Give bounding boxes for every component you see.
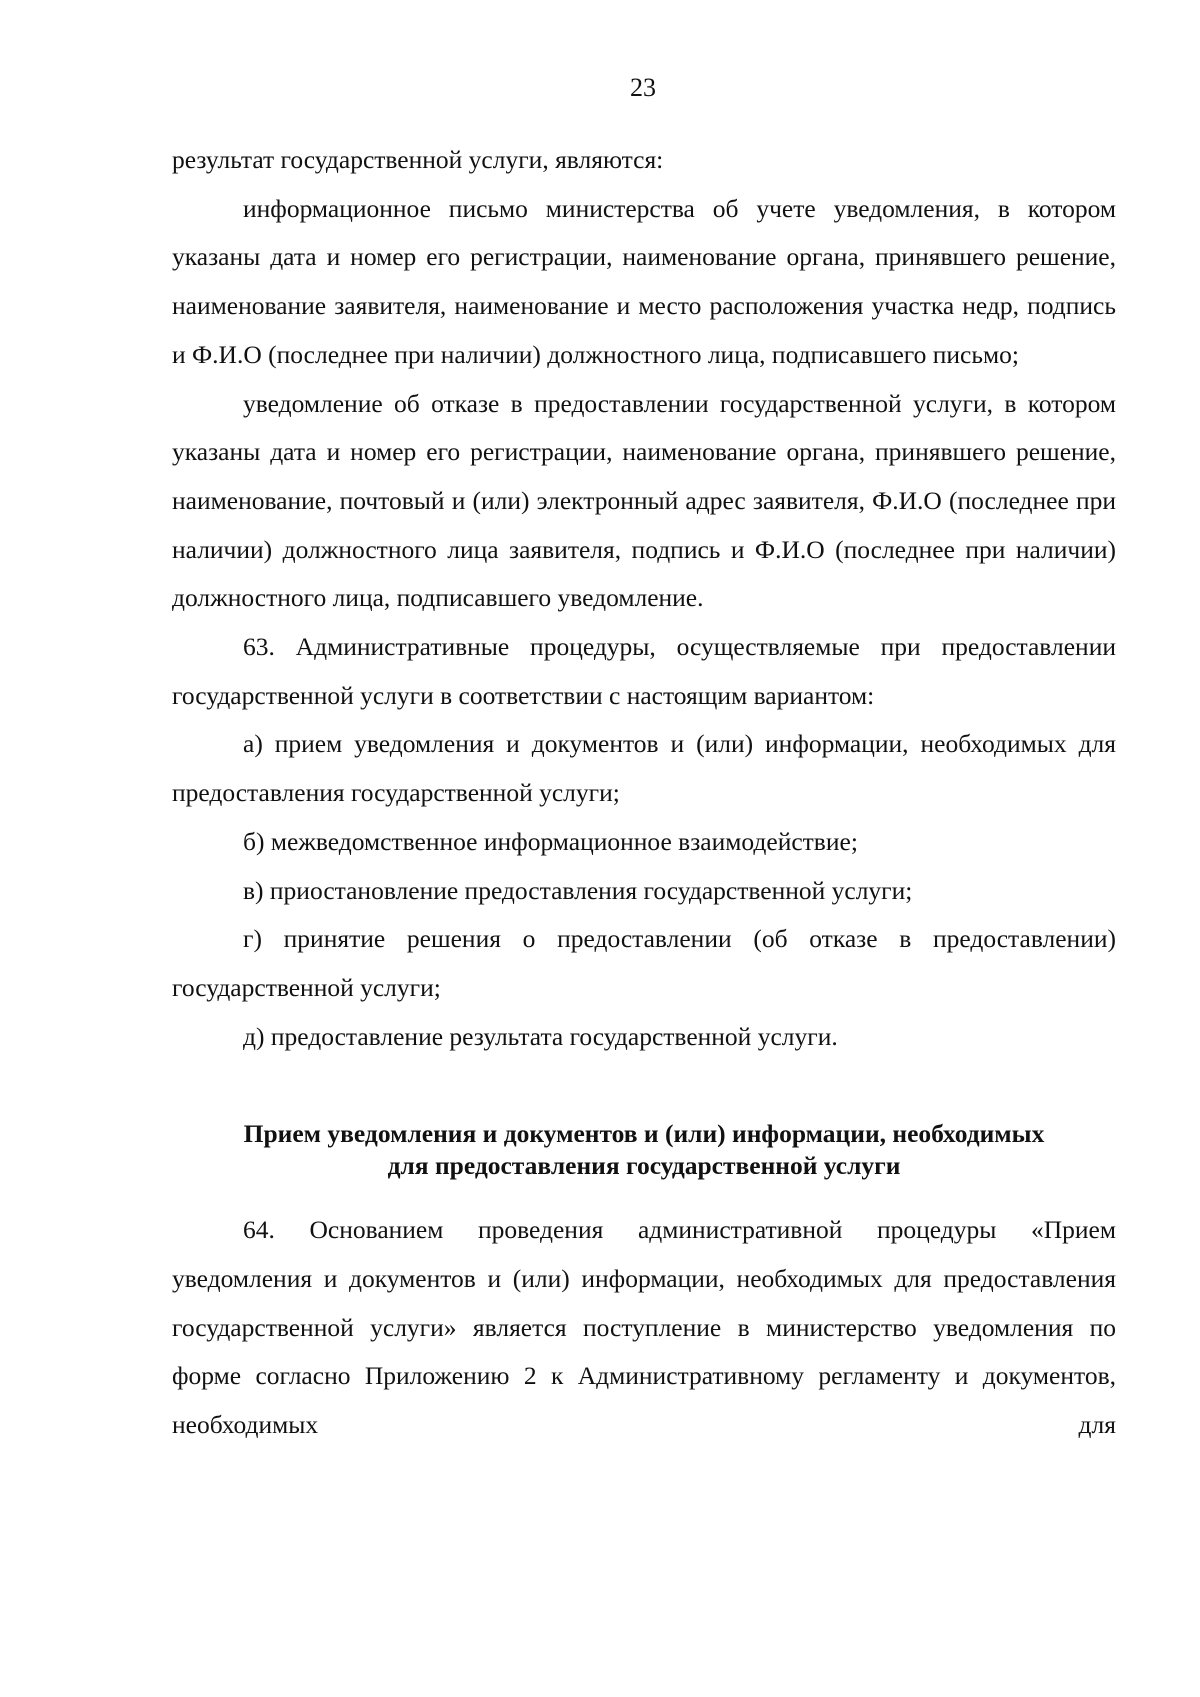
list-item-d: д) предоставление результата государственной услуги.	[243, 1021, 838, 1051]
list-item-a: а) прием уведомления и документов и (или) информации, необходимых для предоставления государственной услуги;	[172, 729, 1116, 808]
document-body	[172, 136, 1116, 1450]
list-item-v: в) приостановление предоставления государственной услуги;	[243, 875, 913, 905]
page-number: 23	[630, 73, 656, 102]
section-heading-line2: для предоставления государственной услуги	[387, 1151, 901, 1181]
list-item-b: б) межведомственное информационное взаимодействие;	[243, 826, 858, 856]
section-heading-line1: Прием уведомления и документов и (или) информации, необходимых	[243, 1119, 1045, 1149]
section-heading	[172, 1118, 1116, 1182]
list-item-g: г) принятие решения о предоставлении (об отказе в предоставлении) государственной услуги;	[172, 924, 1116, 1002]
paragraph-64-basis: 64. Основанием проведения административной процедуры «Прием уведомления и документов и (или) информации, необходимых для предоставления государственной услуги» является поступление в министерство уведомления по форме согласно Приложению 2 к Административному регламенту и документов, необходимых для	[172, 1215, 1116, 1440]
paragraph-result-intro: результат государственной услуги, являются:	[172, 145, 664, 174]
paragraph-info-letter: информационное письмо министерства об учете уведомления, в котором указаны дата и номер его регистрации, наименование органа, принявшего решение, наименование заявителя, наименование и место расположения участка недр, подпись и Ф.И.О (последнее при наличии) должностного лица, подписавшего письмо;	[172, 193, 1116, 369]
paragraph-63-procedures: 63. Административные процедуры, осуществляемые при предоставлении государственной услуги в соответствии с настоящим вариантом:	[172, 632, 1116, 710]
paragraph-refusal-notice: уведомление об отказе в предоставлении государственной услуги, в котором указаны дата и номер его регистрации, наименование органа, принявшего решение, наименование, почтовый и (или) электронный адрес заявителя, Ф.И.О (последнее при наличии) должностного лица заявителя, подпись и Ф.И.О (последнее при наличии) должностного лица, подписавшего уведомление.	[172, 388, 1116, 613]
